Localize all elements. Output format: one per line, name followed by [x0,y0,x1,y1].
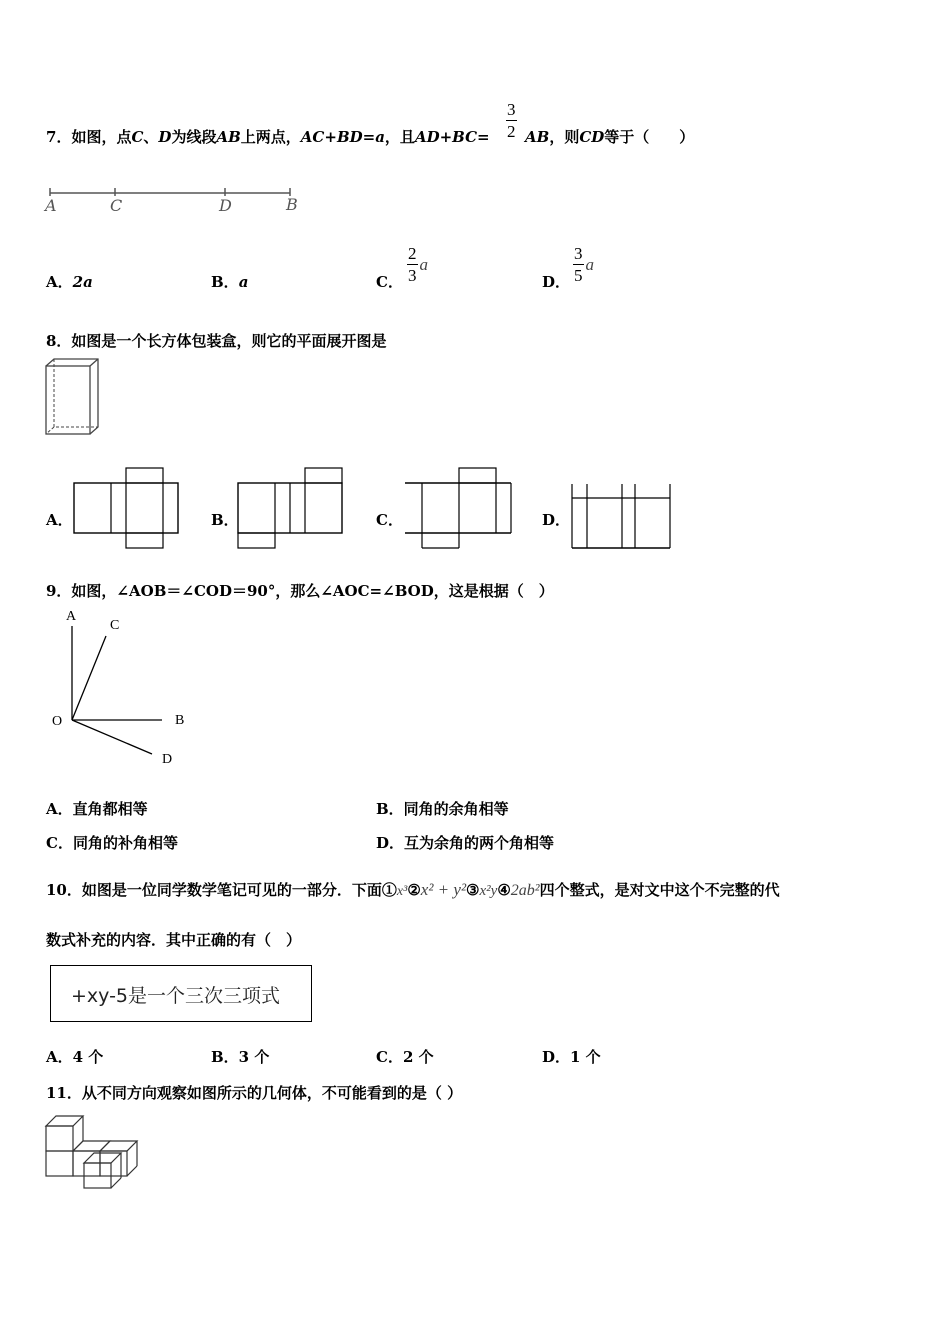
ray-od [72,720,152,754]
q8-option-b[interactable]: B． [211,511,239,529]
point-a-label: A [45,196,57,215]
q10-note-text: +xy-5是一个三次三项式 [71,985,281,1007]
q10-stem-line2: 数式补充的内容．其中正确的有（ ） [46,931,302,949]
q8-net-b [238,468,344,550]
q7-option-b[interactable]: B．a [211,273,249,291]
q10-stem-line1: 10．如图是一位同学数学笔记可见的一部分．下面①x³②x² + y²③x²y④2ab²四个整式，是对文中这个不完整的代 [46,880,780,899]
angle-label-a: A [66,609,77,624]
q9-angle-figure [50,610,220,770]
q7-option-c-value: $\frac{2}{3}$ a [408,244,428,285]
q9-option-a[interactable]: A．直角都相等 [46,800,148,818]
q10-option-b[interactable]: B．3 个 [211,1048,270,1066]
q8-option-d[interactable]: D． [542,511,571,529]
q7-option-d-label[interactable]: D． [542,273,571,291]
q9-option-c[interactable]: C．同角的补角相等 [46,834,178,852]
angle-label-b: B [175,713,185,728]
q7-segment-figure [40,180,310,220]
q11-cubes-figure [44,1110,144,1192]
q7-stem-tail: AB，则CD等于（ ） [525,128,695,146]
q8-option-c[interactable]: C． [376,511,403,529]
q8-option-a[interactable]: A． [46,511,73,529]
q10-option-a[interactable]: A．4 个 [46,1048,104,1066]
angle-label-d: D [162,752,173,767]
q8-net-c [405,468,513,550]
q7-fraction: $\frac{3}{2}$ [507,100,516,141]
q9-option-b[interactable]: B．同角的余角相等 [376,800,509,818]
q10-option-d[interactable]: D．1 个 [542,1048,601,1066]
point-c-label: C [110,196,123,215]
q7-option-d-value: $\frac{3}{5}$ a [574,244,594,285]
point-d-label: D [219,196,232,215]
q10-note-box [50,965,312,1022]
q9-stem: 9．如图，∠AOB＝∠COD＝90°，那么∠AOC=∠BOD，这是根据（ ） [46,582,554,600]
q8-stem: 8．如图是一个长方体包装盒，则它的平面展开图是 [46,332,387,350]
q9-option-d[interactable]: D．互为余角的两个角相等 [376,834,555,852]
q8-net-a [74,468,180,550]
q7-option-a[interactable]: A．2a [46,273,93,291]
angle-label-o: O [52,714,63,729]
angle-label-c: C [110,618,120,633]
ray-oc [72,636,106,720]
q11-stem: 11．从不同方向观察如图所示的几何体，不可能看到的是（ ） [46,1084,463,1102]
q7-stem: 7．如图，点C、D为线段AB上两点，AC+BD=a，且AD+BC= [46,128,490,146]
q10-option-c[interactable]: C．2 个 [376,1048,434,1066]
q8-net-d [570,482,674,550]
point-b-label: B [286,195,298,214]
q7-option-c-label[interactable]: C． [376,273,403,291]
q8-cuboid-figure [44,358,104,440]
